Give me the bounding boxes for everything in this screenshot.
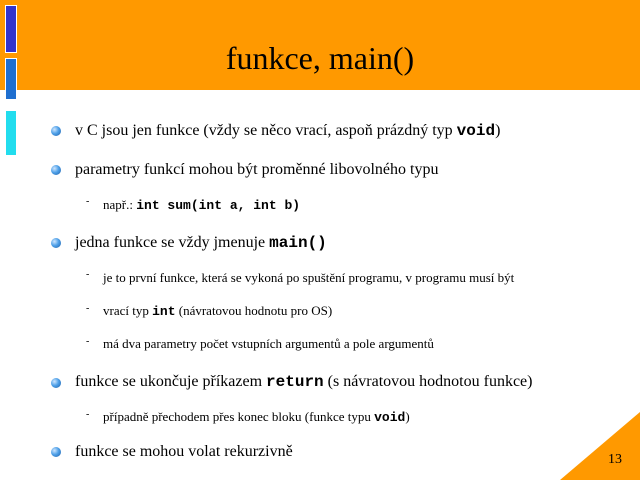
dash-icon: - [86, 269, 90, 280]
bullet-item-3: jedna funkce se vždy jmenuje main() [75, 234, 327, 252]
slide-title: funkce, main() [225, 40, 415, 76]
bullet-icon [51, 165, 61, 175]
dash-icon: - [86, 336, 90, 347]
bullet-item-4: funkce se ukončuje příkazem return (s návratovou hodnotou funkce) [75, 373, 533, 391]
sub-item-3: vrací typ int (návratovou hodnotu pro OS) [103, 303, 333, 319]
bullet-icon [51, 126, 61, 136]
page-number: 13 [608, 452, 622, 467]
sub-item-2: je to první funkce, která se vykoná po spuštění programu, v programu musí být [103, 270, 515, 285]
corner-triangle [560, 412, 640, 480]
sub-item-4: má dva parametry počet vstupních argumentů a pole argumentů [103, 336, 434, 351]
dash-icon: - [86, 303, 90, 314]
decor-bar-cyan [5, 110, 17, 156]
bullet-icon [51, 238, 61, 248]
dash-icon: - [86, 196, 90, 207]
bullet-item-5: funkce se mohou volat rekurzivně [75, 443, 293, 460]
sub-item-5: případně přechodem přes konec bloku (funkce typu void) [103, 409, 410, 425]
bullet-item-1: v C jsou jen funkce (vždy se něco vrací, aspoň prázdný typ void) [75, 122, 501, 140]
bullet-icon [51, 447, 61, 457]
bullet-icon [51, 378, 61, 388]
bullet-item-2: parametry funkcí mohou být proměnné libovolného typu [75, 161, 439, 178]
sub-item-1: např.: int sum(int a, int b) [103, 197, 301, 213]
dash-icon: - [86, 409, 90, 420]
